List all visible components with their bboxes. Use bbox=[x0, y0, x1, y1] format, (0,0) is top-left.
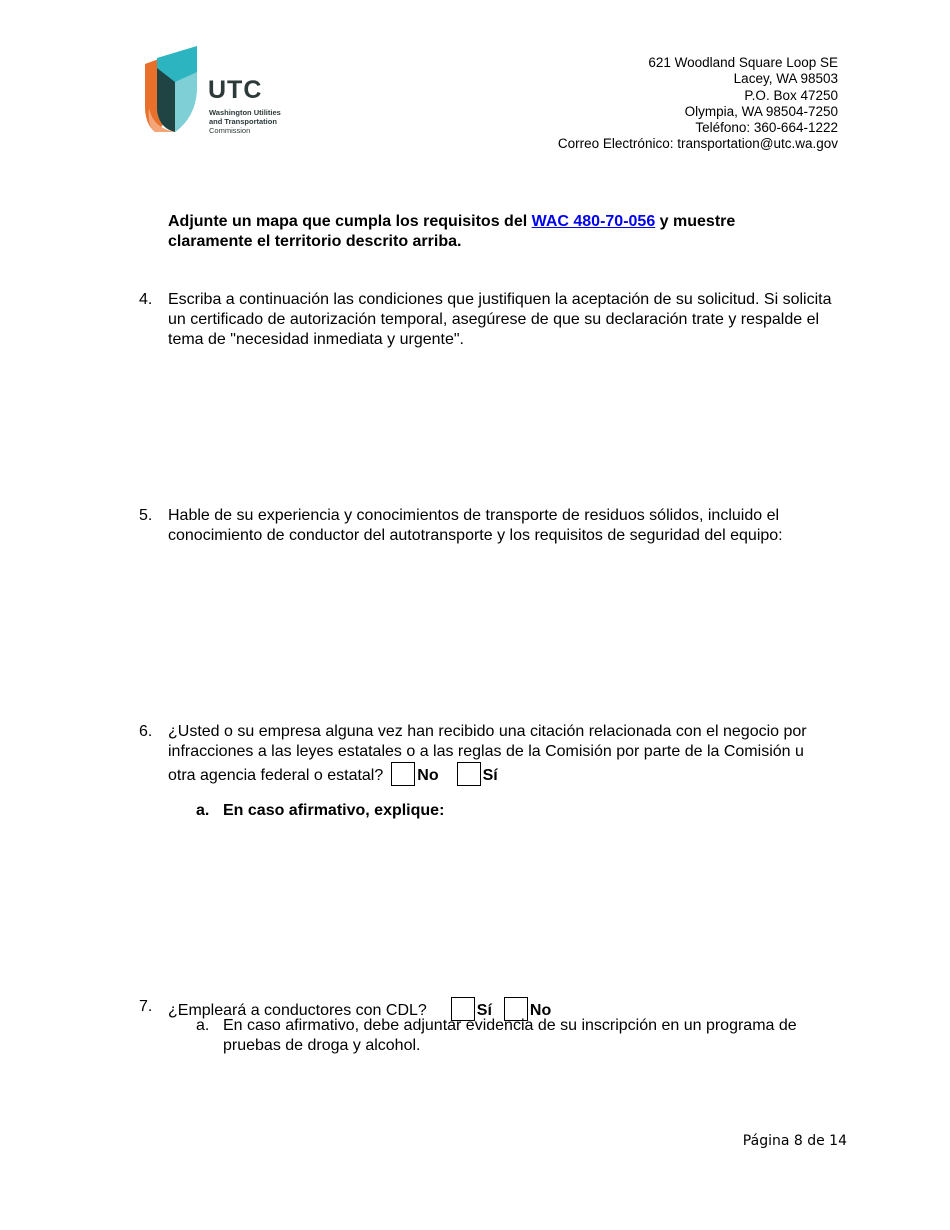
address-street: 621 Woodland Square Loop SE bbox=[648, 55, 838, 70]
question-6 bbox=[168, 722, 833, 786]
address-city: Lacey, WA 98503 bbox=[733, 71, 838, 87]
logo-line-3: Commission bbox=[209, 126, 251, 135]
question-4-text: Escriba a continuación las condiciones que justifiquen la aceptación de su solicitud. Si solicita un certificado de autorización temporal, asegúrese de que su declaración trate y respalde el tema de "necesidad inmediata y urgente". bbox=[168, 291, 832, 348]
map-instruction-text-2: y muestre claramente el territorio descrito arriba. bbox=[168, 213, 736, 250]
question-7a-number: a. bbox=[196, 1017, 210, 1034]
map-instruction bbox=[168, 212, 808, 252]
address-po-city: Olympia, WA 98504-7250 bbox=[684, 103, 838, 119]
page-number: Página 8 de 14 bbox=[742, 1133, 847, 1149]
question-4-number: 4. bbox=[139, 291, 153, 308]
logo-tagline bbox=[209, 108, 281, 135]
question-6-number: 6. bbox=[139, 723, 153, 740]
question-5-number: 5. bbox=[139, 507, 153, 524]
question-7-number: 7. bbox=[139, 998, 153, 1015]
wac-link[interactable]: WAC 480-70-056 bbox=[531, 213, 656, 230]
logo-abbr: UTC bbox=[208, 76, 263, 104]
address-po-box: P.O. Box 47250 bbox=[744, 87, 838, 103]
question-6a-number: a. bbox=[196, 802, 210, 819]
question-7-no-label: No bbox=[529, 1002, 552, 1019]
address-phone: Teléfono: 360-664-1222 bbox=[695, 120, 838, 136]
address-block bbox=[558, 55, 838, 153]
question-5-text: Hable de su experiencia y conocimientos de transporte de residuos sólidos, incluido el conocimiento de conductor del autotransporte y los requisitos de seguridad del equipo: bbox=[168, 507, 783, 544]
question-6-text: ¿Usted o su empresa alguna vez han recibido una citación relacionada con el negocio por infracciones a las leyes estatales o a las reglas de la Comisión por parte de la Comisión u otra agencia federal o estatal? bbox=[168, 723, 807, 784]
question-7-yes-label: Sí bbox=[476, 1002, 492, 1019]
question-6-no-label: No bbox=[417, 767, 439, 784]
question-6a-text: En caso afirmativo, explique: bbox=[223, 802, 445, 819]
logo-line-2: and Transportation bbox=[209, 117, 277, 126]
question-6-yes-checkbox[interactable] bbox=[457, 762, 481, 786]
question-7-text: ¿Empleará a conductores con CDL? bbox=[168, 1002, 427, 1019]
map-instruction-text-1: Adjunte un mapa que cumpla los requisitos del bbox=[168, 213, 532, 230]
question-6-no-checkbox[interactable] bbox=[391, 762, 415, 786]
question-7a-text: En caso afirmativo, debe adjuntar evidencia de su inscripción en un programa de pruebas de droga y alcohol. bbox=[223, 1017, 797, 1054]
logo-line-1: Washington Utilities bbox=[209, 108, 281, 117]
address-email: Correo Electrónico: transportation@utc.wa.gov bbox=[557, 136, 838, 152]
utc-logo bbox=[145, 46, 285, 136]
question-6-yes-label: Sí bbox=[482, 767, 498, 784]
